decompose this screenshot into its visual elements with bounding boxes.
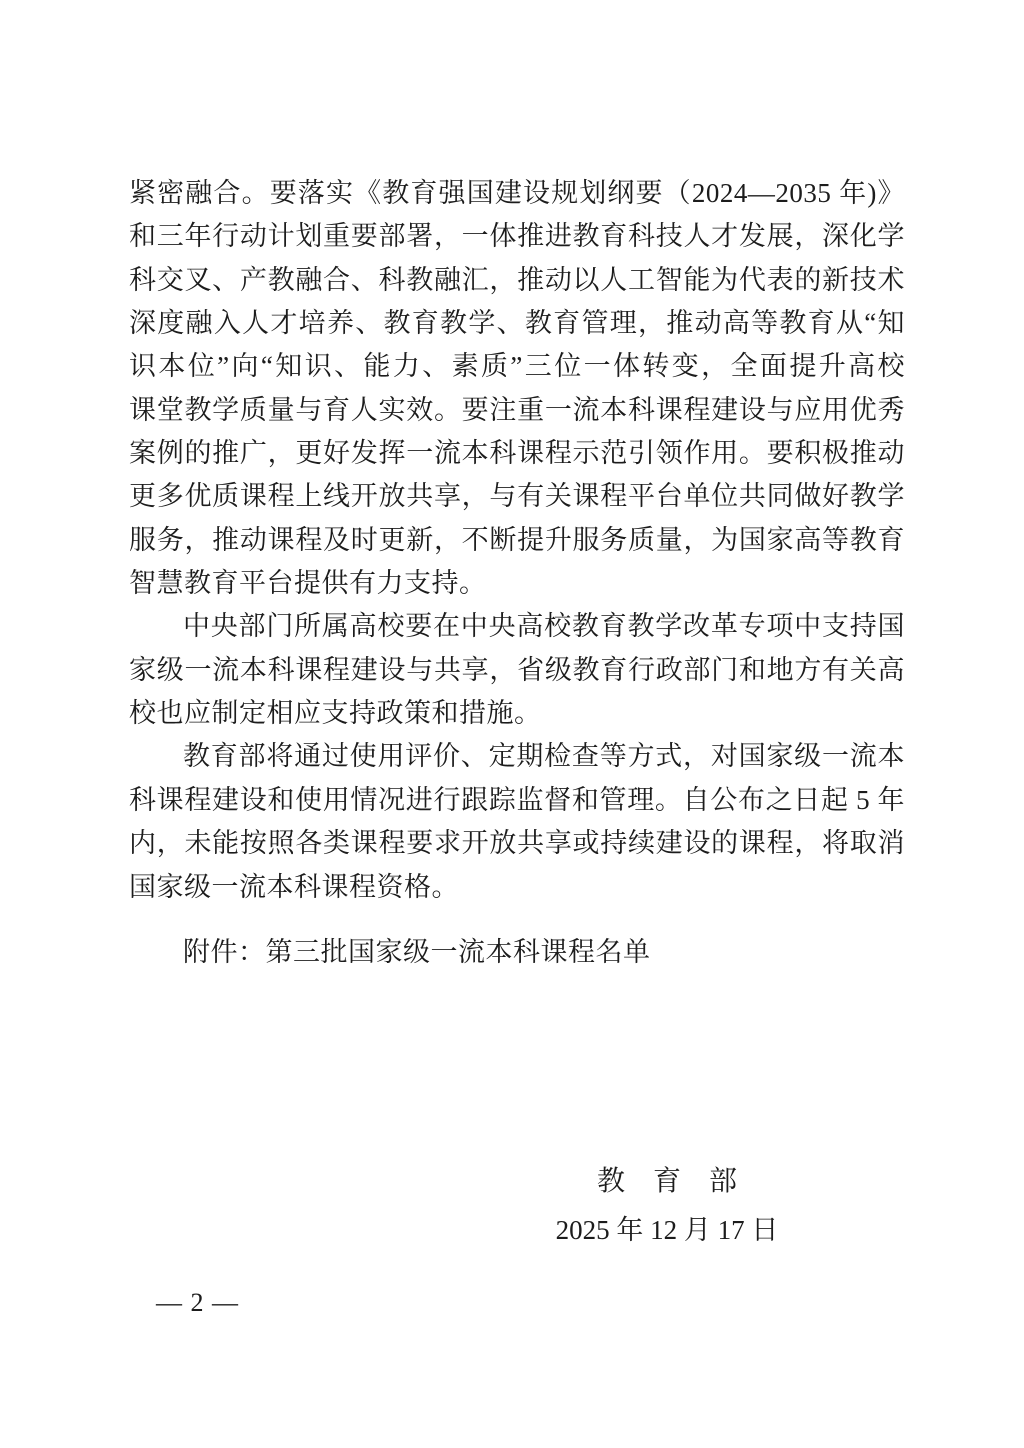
body-line: 紧密融合。要落实《教育强国建设规划纲要（2024—2035 年)》 [129, 178, 905, 208]
signature-organization: 教 育 部 [596, 1166, 738, 1197]
body-line: 教育部将通过使用评价、定期检查等方式，对国家级一流本 [183, 741, 905, 772]
body-line: 服务，推动课程及时更新，不断提升服务质量，为国家高等教育 [129, 524, 905, 555]
body-line: 内，未能按照各类课程要求开放共享或持续建设的课程，将取消 [129, 828, 905, 859]
body-line: 智慧教育平台提供有力支持。 [129, 568, 487, 599]
body-line: 科交叉、产教融合、科教融汇，推动以人工智能为代表的新技术 [129, 264, 905, 295]
body-line: 识本位”向“知识、能力、素质”三位一体转变，全面提升高校 [129, 351, 905, 382]
body-line: 和三年行动计划重要部署，一体推进教育科技人才发展，深化学 [129, 221, 905, 252]
body-line: 案例的推广，更好发挥一流本科课程示范引领作用。要积极推动 [129, 438, 905, 469]
body-line: 更多优质课程上线开放共享，与有关课程平台单位共同做好教学 [129, 481, 905, 512]
body-line: 家级一流本科课程建设与共享，省级教育行政部门和地方有关高 [129, 654, 905, 685]
attachment-line: 附件：第三批国家级一流本科课程名单 [183, 936, 651, 967]
body-line: 科课程建设和使用情况进行跟踪监督和管理。自公布之日起 5 年 [129, 784, 905, 815]
body-line: 深度融入人才培养、教育教学、教育管理，推动高等教育从“知 [129, 308, 905, 339]
signature-date: 2025 年 12 月 17 日 [555, 1215, 779, 1245]
body-line: 课堂教学质量与育人实效。要注重一流本科课程建设与应用优秀 [129, 394, 905, 425]
page-number: — 2 — [156, 1288, 239, 1317]
document-body [129, 172, 905, 974]
body-line: 校也应制定相应支持政策和措施。 [129, 698, 542, 729]
body-line: 中央部门所属高校要在中央高校教育教学改革专项中支持国 [183, 611, 905, 642]
body-line: 国家级一流本科课程资格。 [129, 871, 459, 902]
